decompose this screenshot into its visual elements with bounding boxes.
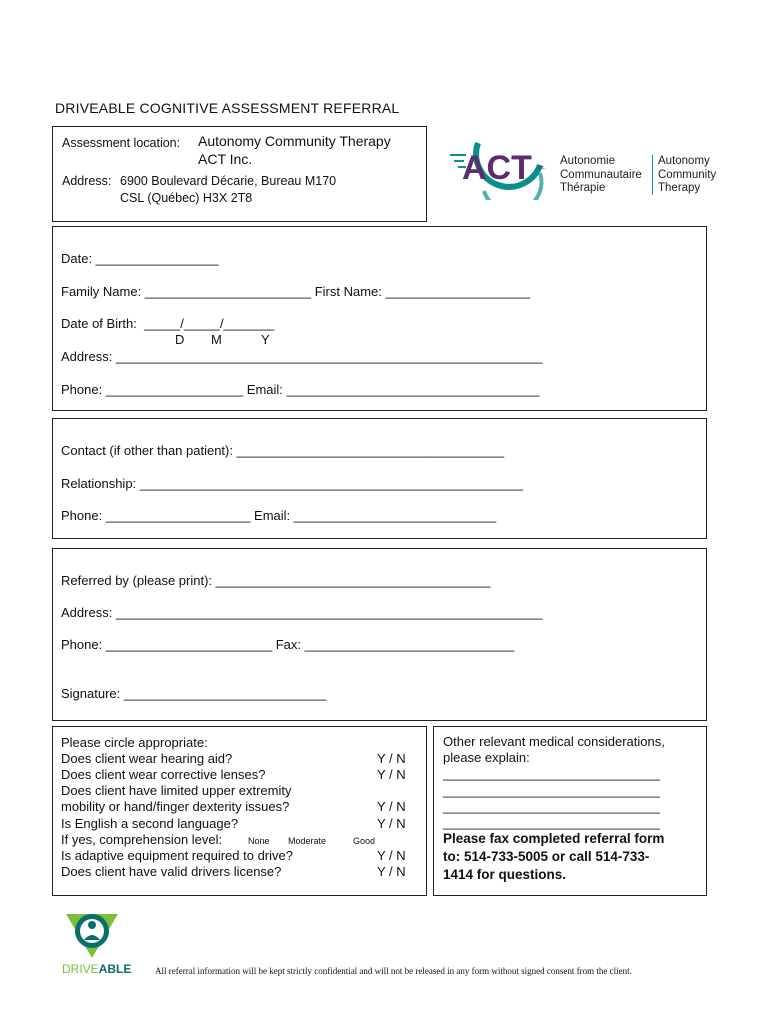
- fax-instruction-line3: 1414 for questions.: [443, 867, 567, 882]
- referrer-address-field[interactable]: Address: ___________________________________________________________: [61, 605, 543, 620]
- question-second-language: Is English a second language?: [61, 816, 239, 831]
- question-hearing-aid: Does client wear hearing aid?: [61, 751, 233, 766]
- yn-corrective-lenses[interactable]: Y / N: [377, 767, 406, 782]
- yn-drivers-license[interactable]: Y / N: [377, 864, 406, 879]
- contact-box: [52, 418, 707, 539]
- brand-en-line3: Therapy: [658, 182, 701, 194]
- driveable-logo: [62, 906, 132, 976]
- brand-fr-line2: Communautaire: [560, 168, 642, 181]
- comprehension-moderate[interactable]: Moderate: [288, 836, 327, 846]
- location-label: Assessment location:: [62, 136, 181, 150]
- questions-box: [52, 726, 427, 896]
- act-logo: [448, 135, 553, 200]
- other-blank-4[interactable]: ______________________________: [443, 815, 660, 830]
- other-blank-1[interactable]: ______________________________: [443, 766, 660, 781]
- other-line1: Other relevant medical considerations,: [443, 734, 665, 749]
- address-line2: CSL (Québec) H3X 2T8: [120, 191, 253, 205]
- other-considerations-box: [433, 726, 707, 896]
- dob-month-label: M: [211, 332, 222, 347]
- question-comprehension: If yes, comprehension level:: [61, 832, 223, 847]
- patient-phone-email-field[interactable]: Phone: ___________________ Email: ___________________________________: [61, 382, 540, 397]
- relationship-field[interactable]: Relationship: _____________________________________________________: [61, 476, 523, 491]
- location-name-line2: ACT Inc.: [198, 151, 253, 167]
- address-line1: 6900 Boulevard Décarie, Bureau M170: [120, 174, 337, 188]
- other-line2: please explain:: [443, 750, 530, 765]
- referrer-box: [52, 548, 707, 721]
- brand-en-line2: Community: [658, 168, 717, 181]
- act-logo-text: ACT: [462, 149, 532, 187]
- fax-instruction-line1: Please fax completed referral form: [443, 831, 665, 846]
- dob-field[interactable]: Date of Birth: _____/_____/_______: [61, 316, 275, 331]
- name-fields[interactable]: Family Name: _______________________ First Name: ____________________: [61, 284, 531, 299]
- brand-french: [560, 155, 642, 196]
- dob-day-label: D: [175, 332, 185, 347]
- patient-address-field[interactable]: Address: ___________________________________________________________: [61, 349, 543, 364]
- yn-hearing-aid[interactable]: Y / N: [377, 751, 406, 766]
- question-mobility-line2: mobility or hand/finger dexterity issues?: [61, 799, 290, 814]
- question-drivers-license: Does client have valid drivers license?: [61, 864, 282, 879]
- act-logo-sup: inc.: [538, 165, 546, 171]
- comprehension-good[interactable]: Good: [353, 836, 376, 846]
- confidentiality-notice: All referral information will be kept strictly confidential and will not be released in any form without signed consent from the client.: [155, 966, 632, 976]
- referred-by-field[interactable]: Referred by (please print): ______________________________________: [61, 573, 491, 588]
- signature-field[interactable]: Signature: ____________________________: [61, 686, 327, 701]
- driveable-wordmark: [62, 962, 131, 976]
- questions-intro: Please circle appropriate:: [61, 735, 208, 750]
- driveable-wordmark-drive: DRIVE: [62, 962, 99, 976]
- assessment-location-box: [52, 126, 427, 222]
- question-adaptive-equipment: Is adaptive equipment required to drive?: [61, 848, 293, 863]
- dob-year-label: Y: [261, 332, 270, 347]
- patient-info-box: [52, 226, 707, 411]
- question-corrective-lenses: Does client wear corrective lenses?: [61, 767, 266, 782]
- address-label: Address:: [62, 174, 112, 188]
- other-blank-2[interactable]: ______________________________: [443, 783, 660, 798]
- other-blank-3[interactable]: ______________________________: [443, 799, 660, 814]
- contact-field[interactable]: Contact (if other than patient): _____________________________________: [61, 443, 505, 458]
- comprehension-none[interactable]: None: [248, 836, 270, 846]
- date-field[interactable]: Date: _________________: [61, 251, 219, 266]
- driveable-wordmark-able: ABLE: [98, 962, 132, 976]
- brand-fr-line1: Autonomie: [560, 155, 615, 167]
- contact-phone-email-field[interactable]: Phone: ____________________ Email: ____________________________: [61, 508, 497, 523]
- question-mobility-line1: Does client have limited upper extremity: [61, 783, 292, 798]
- brand-fr-line3: Thérapie: [560, 182, 606, 194]
- yn-mobility[interactable]: Y / N: [377, 799, 406, 814]
- brand-english: [658, 155, 716, 196]
- form-title: DRIVEABLE COGNITIVE ASSESSMENT REFERRAL: [55, 100, 400, 116]
- yn-adaptive-equipment[interactable]: Y / N: [377, 848, 406, 863]
- referrer-phone-fax-field[interactable]: Phone: _______________________ Fax: _____________________________: [61, 637, 515, 652]
- location-name-line1: Autonomy Community Therapy: [198, 133, 391, 149]
- brand-divider: [652, 155, 653, 195]
- brand-en-line1: Autonomy: [658, 155, 710, 167]
- fax-instruction-line2: to: 514-733-5005 or call 514-733-: [443, 849, 650, 864]
- yn-second-language[interactable]: Y / N: [377, 816, 406, 831]
